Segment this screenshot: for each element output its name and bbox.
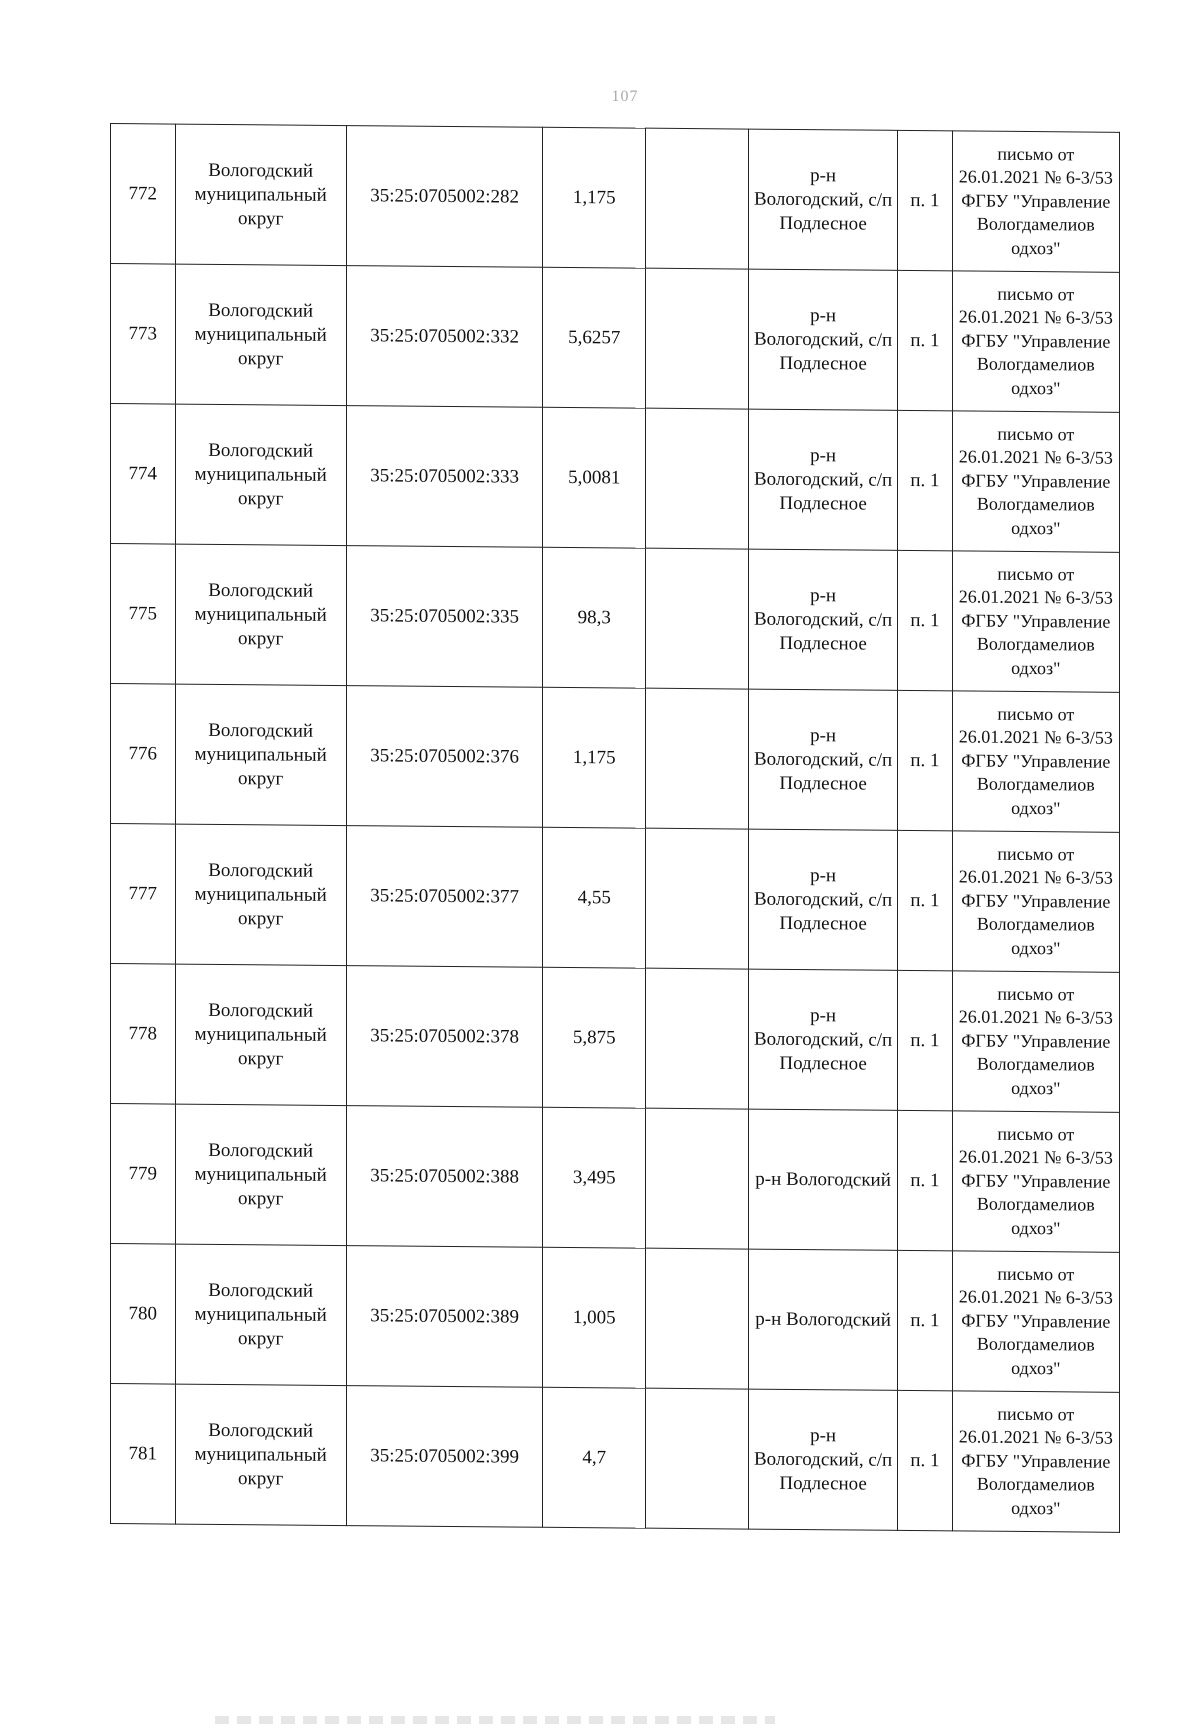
empty-cell [646, 268, 749, 409]
row-number: 774 [111, 404, 176, 545]
area-cell: 98,3 [543, 547, 646, 688]
empty-cell [646, 1388, 749, 1529]
empty-cell [646, 688, 749, 829]
note-cell: письмо от 26.01.2021 № 6-3/53 ФГБУ "Управление Вологдамелиов одхоз" [952, 1251, 1119, 1392]
table-row [111, 1384, 1120, 1533]
cadastral-number-cell: 35:25:0705002:376 [346, 686, 543, 828]
table-row [111, 824, 1120, 973]
clause-cell: п. 1 [898, 690, 952, 830]
row-number: 773 [111, 264, 176, 405]
clause-cell: п. 1 [898, 1110, 952, 1250]
area-cell: 5,0081 [543, 407, 646, 548]
row-number: 779 [111, 1104, 176, 1245]
location-cell: р-н Вологодский, с/п Подлесное [749, 689, 898, 830]
clause-cell: п. 1 [898, 830, 952, 970]
table-row [111, 1244, 1120, 1393]
land-plots-table [110, 123, 1120, 1533]
note-cell: письмо от 26.01.2021 № 6-3/53 ФГБУ "Управление Вологдамелиов одхоз" [952, 1111, 1119, 1252]
area-cell: 1,005 [543, 1247, 646, 1388]
row-number: 775 [111, 544, 176, 685]
location-cell: р-н Вологодский [749, 1249, 898, 1390]
district-cell: Вологодский муниципальный округ [175, 404, 346, 545]
table-row [111, 404, 1120, 553]
district-cell: Вологодский муниципальный округ [175, 1244, 346, 1385]
note-cell: письмо от 26.01.2021 № 6-3/53 ФГБУ "Управление Вологдамелиов одхоз" [952, 971, 1119, 1112]
area-cell: 1,175 [543, 127, 646, 268]
area-cell: 4,55 [543, 827, 646, 968]
table-row [111, 124, 1120, 273]
note-cell: письмо от 26.01.2021 № 6-3/53 ФГБУ "Управление Вологдамелиов одхоз" [952, 551, 1119, 692]
clause-cell: п. 1 [898, 970, 952, 1110]
location-cell: р-н Вологодский, с/п Подлесное [749, 129, 898, 270]
district-cell: Вологодский муниципальный округ [175, 824, 346, 965]
empty-cell [646, 1248, 749, 1389]
table-row [111, 1104, 1120, 1253]
row-number: 780 [111, 1244, 176, 1385]
row-number: 776 [111, 684, 176, 825]
scan-artifact [215, 1716, 775, 1724]
empty-cell [646, 1108, 749, 1249]
cadastral-number-cell: 35:25:0705002:333 [346, 406, 543, 548]
cadastral-number-cell: 35:25:0705002:282 [346, 126, 543, 268]
empty-cell [646, 408, 749, 549]
row-number: 772 [111, 124, 176, 265]
table-row [111, 684, 1120, 833]
note-cell: письмо от 26.01.2021 № 6-3/53 ФГБУ "Управление Вологдамелиов одхоз" [952, 1391, 1119, 1532]
note-cell: письмо от 26.01.2021 № 6-3/53 ФГБУ "Управление Вологдамелиов одхоз" [952, 831, 1119, 972]
location-cell: р-н Вологодский, с/п Подлесное [749, 549, 898, 690]
area-cell: 1,175 [543, 687, 646, 828]
cadastral-number-cell: 35:25:0705002:399 [346, 1386, 543, 1528]
note-cell: письмо от 26.01.2021 № 6-3/53 ФГБУ "Управление Вологдамелиов одхоз" [952, 411, 1119, 552]
table-row [111, 544, 1120, 693]
empty-cell [646, 828, 749, 969]
note-cell: письмо от 26.01.2021 № 6-3/53 ФГБУ "Управление Вологдамелиов одхоз" [952, 131, 1119, 272]
location-cell: р-н Вологодский, с/п Подлесное [749, 1389, 898, 1530]
clause-cell: п. 1 [898, 1250, 952, 1390]
district-cell: Вологодский муниципальный округ [175, 264, 346, 405]
area-cell: 4,7 [543, 1387, 646, 1528]
clause-cell: п. 1 [898, 550, 952, 690]
empty-cell [646, 548, 749, 689]
cadastral-number-cell: 35:25:0705002:377 [346, 826, 543, 968]
clause-cell: п. 1 [898, 1390, 952, 1530]
location-cell: р-н Вологодский, с/п Подлесное [749, 409, 898, 550]
location-cell: р-н Вологодский [749, 1109, 898, 1250]
note-cell: письмо от 26.01.2021 № 6-3/53 ФГБУ "Управление Вологдамелиов одхоз" [952, 691, 1119, 832]
cadastral-number-cell: 35:25:0705002:378 [346, 966, 543, 1108]
clause-cell: п. 1 [898, 270, 952, 410]
row-number: 777 [111, 824, 176, 965]
district-cell: Вологодский муниципальный округ [175, 684, 346, 825]
district-cell: Вологодский муниципальный округ [175, 1384, 346, 1525]
location-cell: р-н Вологодский, с/п Подлесное [749, 269, 898, 410]
district-cell: Вологодский муниципальный округ [175, 1104, 346, 1245]
cadastral-number-cell: 35:25:0705002:389 [346, 1246, 543, 1388]
row-number: 781 [111, 1384, 176, 1525]
district-cell: Вологодский муниципальный округ [175, 964, 346, 1105]
note-cell: письмо от 26.01.2021 № 6-3/53 ФГБУ "Управление Вологдамелиов одхоз" [952, 271, 1119, 412]
table-body [111, 124, 1120, 1533]
cadastral-number-cell: 35:25:0705002:335 [346, 546, 543, 688]
location-cell: р-н Вологодский, с/п Подлесное [749, 969, 898, 1110]
area-cell: 3,495 [543, 1107, 646, 1248]
empty-cell [646, 128, 749, 269]
clause-cell: п. 1 [898, 410, 952, 550]
area-cell: 5,875 [543, 967, 646, 1108]
location-cell: р-н Вологодский, с/п Подлесное [749, 829, 898, 970]
district-cell: Вологодский муниципальный округ [175, 544, 346, 685]
table-row [111, 264, 1120, 413]
page-number: 107 [611, 88, 639, 105]
table-row [111, 964, 1120, 1113]
district-cell: Вологодский муниципальный округ [175, 124, 346, 265]
row-number: 778 [111, 964, 176, 1105]
clause-cell: п. 1 [898, 130, 952, 270]
empty-cell [646, 968, 749, 1109]
area-cell: 5,6257 [543, 267, 646, 408]
cadastral-number-cell: 35:25:0705002:332 [346, 266, 543, 408]
cadastral-number-cell: 35:25:0705002:388 [346, 1106, 543, 1248]
